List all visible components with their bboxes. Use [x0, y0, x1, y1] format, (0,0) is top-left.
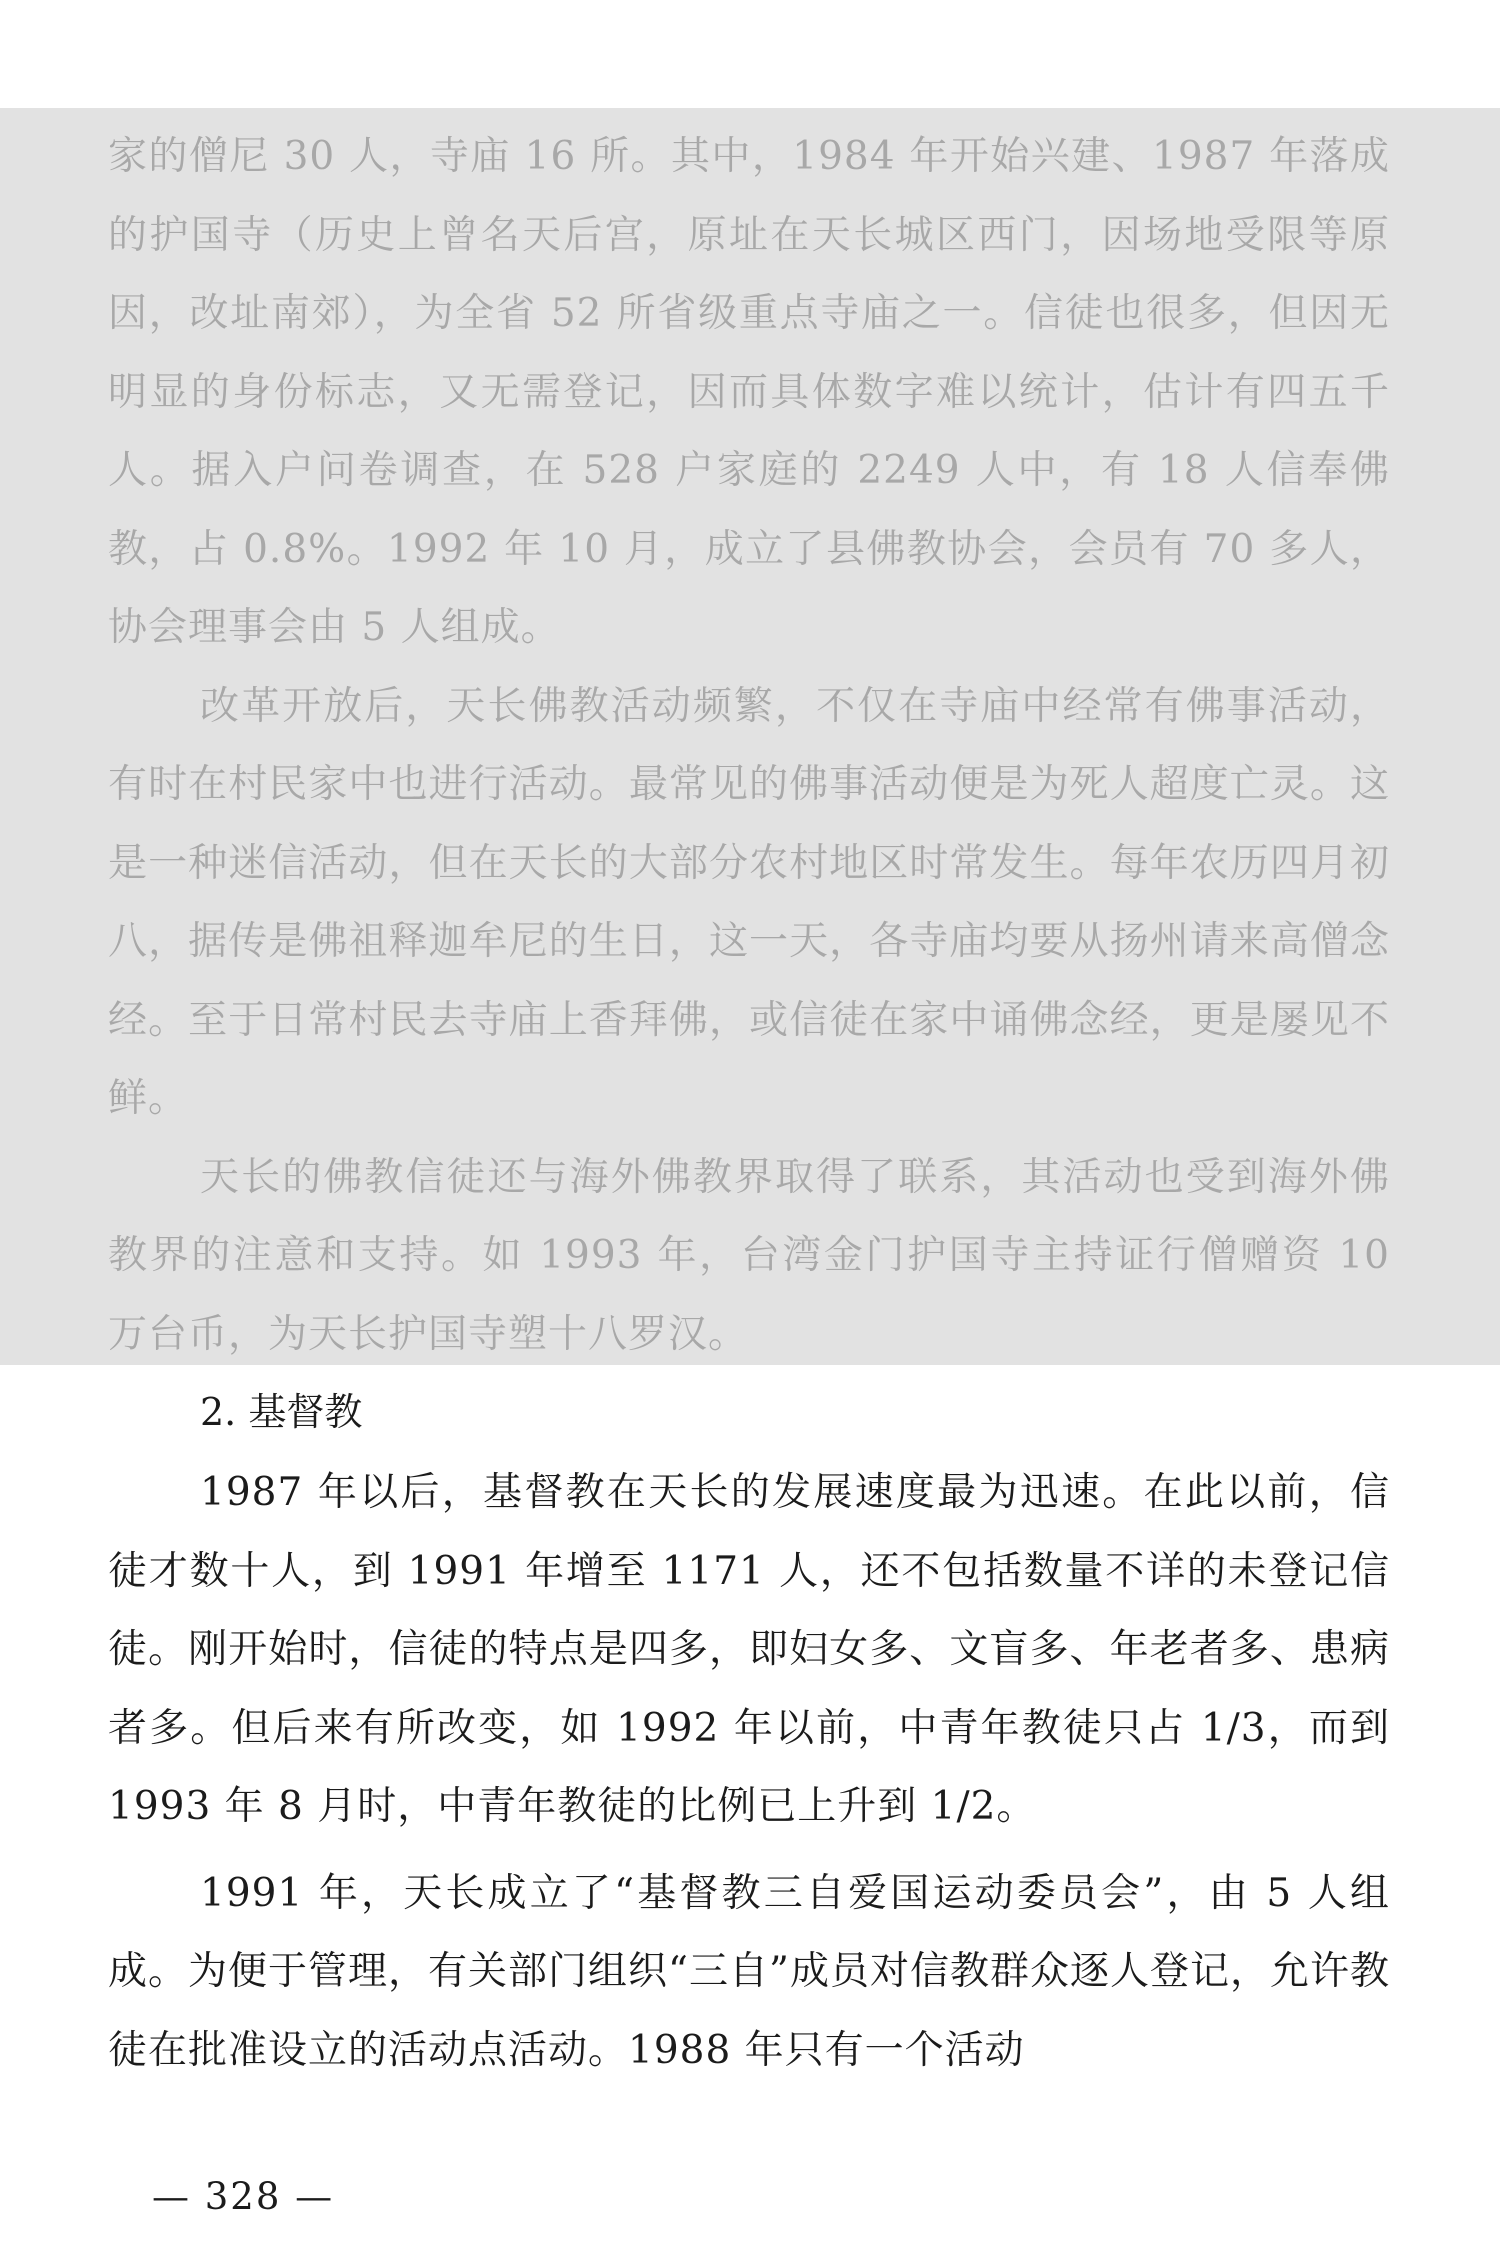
shaded-text-column: [108, 118, 1390, 1374]
shaded-paragraph: 天长的佛教信徒还与海外佛教界取得了联系，其活动也受到海外佛教界的注意和支持。如 1993 年，台湾金门护国寺主持证行僧赠资 10 万台币，为天长护国寺塑十八罗汉。: [108, 1154, 1390, 1357]
shaded-paragraph: 家的僧尼 30 人，寺庙 16 所。其中，1984 年开始兴建、1987 年落成的护国寺（历史上曾名天后宫，原址在天长城区西门，因场地受限等原因，改址南郊），为全省 52 所省级重点寺庙之一。信徒也很多，但因无明显的身份标志，又无需登记，因而具体数字难以统计，估计有四五千人。据入户问卷调查，在 528 户家庭的 2249 人中，有 18 人信奉佛教，占 0.8%。1992 年 10 月，成立了县佛教协会，会员有 70 多人，协会理事会由 5 人组成。: [108, 134, 1390, 650]
main-text-column: [108, 1382, 1390, 2090]
page-number: — 328 —: [152, 2175, 335, 2218]
body-paragraph: 1987 年以后，基督教在天长的发展速度最为迅速。在此以前，信徒才数十人，到 1991 年增至 1171 人，还不包括数量不详的未登记信徒。刚开始时，信徒的特点是四多，即妇女多、文盲多、年老者多、患病者多。但后来有所改变，如 1992 年以前，中青年教徒只占 1/3，而到 1993 年 8 月时，中青年教徒的比例已上升到 1/2。: [108, 1470, 1390, 1829]
shaded-paragraph: 改革开放后，天长佛教活动频繁，不仅在寺庙中经常有佛事活动，有时在村民家中也进行活动。最常见的佛事活动便是为死人超度亡灵。这是一种迷信活动，但在天长的大部分农村地区时常发生。每年农历四月初八，据传是佛祖释迦牟尼的生日，这一天，各寺庙均要从扬州请来高僧念经。至于日常村民去寺庙上香拜佛，或信徒在家中诵佛念经，更是屡见不鲜。: [108, 683, 1390, 1121]
section-heading: 2. 基督教: [200, 1390, 363, 1434]
body-paragraph: 1991 年，天长成立了“基督教三自爱国运动委员会”，由 5 人组成。为便于管理，有关部门组织“三自”成员对信教群众逐人登记，允许教徒在批准设立的活动点活动。1988 年只有一个活动: [108, 1870, 1390, 2073]
